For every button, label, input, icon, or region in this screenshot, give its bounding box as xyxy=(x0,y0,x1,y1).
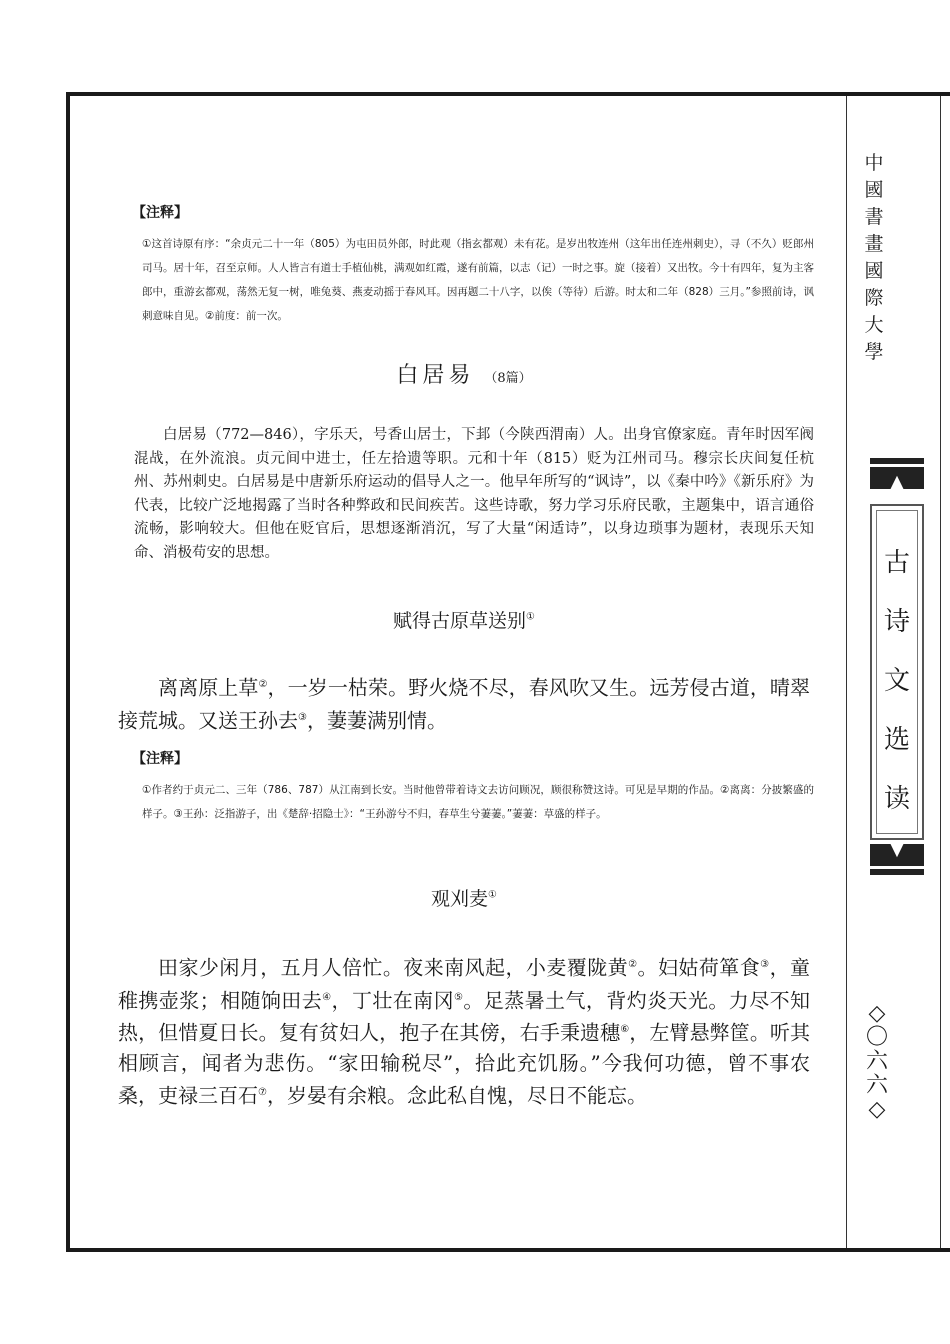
page-frame-bottom xyxy=(66,1248,950,1252)
poem-title: 观刈麦① xyxy=(431,888,497,910)
author-name: 白居易 xyxy=(396,363,475,388)
book-banner-top xyxy=(870,458,924,489)
footnote-mark: ① xyxy=(488,889,497,901)
page-frame-top xyxy=(66,92,950,96)
notes-text: ①作者约于贞元二、三年（786、787）从江南到长安。当时他曾带着诗文去访问顾况，顾很称赞这诗。可见是早期的作品。②离离：分披繁盛的样子。③王孙：泛指游子，出《楚辞·招隐士》：“王孙游兮不归，春草生兮萋萋。”萋萋：草盛的样子。 xyxy=(142,784,814,820)
poem-title: 赋得古原草送别① xyxy=(393,610,535,632)
page-frame-left xyxy=(66,92,70,1252)
page-number: ◇ 〇 六 六 ◇ xyxy=(865,1001,888,1122)
notes-text: ①这首诗原有序：“余贞元二十一年（805）为屯田员外郎，时此观（指玄都观）未有花。是岁出牧连州（这年出任连州刺史），寻（不久）贬郎州司马。居十年，召至京师。人人皆言有道士手植仙桃，满观如红霞，遂有前篇，以志（记）一时之事。旋（接着）又出牧。今十有四年，复为主客郎中，重游玄都观，荡然无复一树，唯兔葵、燕麦动摇于春风耳。因再题二十八字，以俟（等待）后游。时太和二年（828）三月。”参照前诗，讽刺意味自见。②前度：前一次。 xyxy=(142,238,814,322)
book-banner-bottom xyxy=(870,844,924,878)
author-heading xyxy=(118,358,810,389)
sidebar-divider-right xyxy=(940,96,941,1248)
author-intro: 白居易（772—846），字乐天，号香山居士，下邽（今陕西渭南）人。出身官僚家庭。青年时因军阀混战，在外流浪。贞元间中进士，任左拾遗等职。元和十年（815）贬为江州司马。穆宗长庆间复任杭州、苏州刺史。白居易是中唐新乐府运动的倡导人之一。他早年所写的“讽诗”，以《秦中吟》《新乐府》为代表，比较广泛地揭露了当时各种弊政和民间疾苦。这些诗歌，努力学习乐府民歌，主题集中，语言通俗流畅，影响较大。但他在贬官后，思想逐渐消沉，写了大量“闲适诗”，以身边琐事为题材，表现乐天知命、消极苟安的思想。 xyxy=(134,427,814,561)
book-title: 古 诗 文 选 读 xyxy=(883,548,910,814)
poem-body: 田家少闲月，五月人倍忙。夜来南风起，小麦覆陇黄②。妇姑荷箪食③，童稚携壶浆；相随饷田去④，丁壮在南冈⑤。足蒸暑土气，背灼炎天光。力尽不知热，但惜夏日长。复有贫妇人，抱子在其傍，右手秉遗穗⑥，左臂悬弊筐。听其相顾言，闻者为悲伤。“家田输税尽”，拾此充饥肠。”今我何功德，曾不事农桑，吏禄三百石⑦，岁晏有余粮。念此私自愧，尽日不能忘。 xyxy=(118,955,811,1108)
book-title-box xyxy=(870,504,924,840)
sidebar-divider-left xyxy=(846,96,847,1248)
poem-count: （8篇） xyxy=(484,371,532,386)
series-title: 中 國 書 畫 國 際 大 學 xyxy=(864,152,884,363)
notes-heading: 【注释】 xyxy=(132,751,188,767)
notes-heading: 【注释】 xyxy=(132,205,188,221)
poem-body: 离离原上草②，一岁一枯荣。野火烧不尽，春风吹又生。远芳侵古道，晴翠接荒城。又送王孙去③，萋萋满别情。 xyxy=(118,675,811,733)
footnote-mark: ① xyxy=(526,611,535,623)
